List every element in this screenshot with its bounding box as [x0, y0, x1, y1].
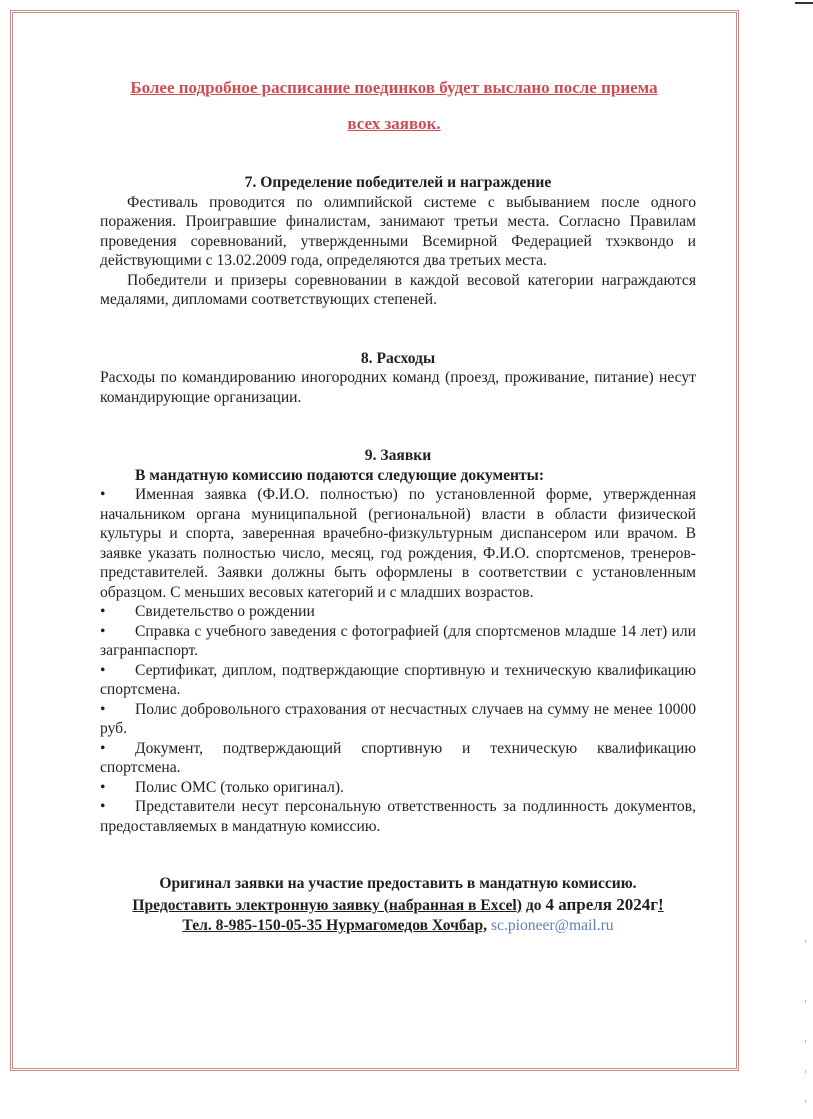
list-item-text: Документ, подтверждающий спортивную и техническую квалификацию спортсмена.: [100, 739, 696, 776]
list-item: [100, 700, 696, 739]
bullet-icon: •: [100, 798, 106, 815]
section7-title: 7. Определение победителей и награждение: [244, 174, 552, 191]
list-item-text: Свидетельство о рождении: [135, 603, 315, 620]
list-item: [100, 485, 696, 602]
schedule-notice-line2: всех заявок.: [347, 114, 441, 133]
list-item: [100, 661, 696, 700]
closing-block: [100, 874, 696, 937]
section7-paragraph1: Фестиваль проводится по олимпийской системе с выбыванием после одного поражения. Проигравшие финалистам, занимают третьи места. Согласно Правилам проведения соревнований, утвержденными Всемирной Федерацией тхэквондо и действующими с 13.02.2009 года, определяются два третьих места.: [100, 193, 696, 269]
bullet-icon: •: [100, 739, 106, 757]
document-body: [100, 70, 696, 937]
list-item: [100, 778, 696, 798]
list-item: [100, 797, 696, 836]
scan-mark: [795, 2, 813, 4]
list-item: [100, 602, 696, 622]
closing-line1: Оригинал заявки на участие предоставить в мандатную комиссию.: [159, 875, 637, 892]
bullet-icon: •: [100, 778, 106, 796]
closing-line3: [100, 916, 696, 937]
deadline-exclamation: !: [657, 894, 664, 914]
list-item-text: Представители несут персональную ответственность за подлинность документов, предоставляемых в мандатную комиссию.: [100, 798, 696, 835]
schedule-notice: [100, 70, 696, 142]
section7-paragraph2: Победители и призеры соревновании в каждой весовой категории награждаются медалями, дипломами соответствующих степеней.: [100, 271, 696, 308]
list-item-text: Справка с учебного заведения с фотографией (для спортсменов младше 14 лет) или загранпаспорт.: [100, 622, 696, 659]
contact-phone: Тел. 8-985-150-05-35 Нурмагомедов Хочбар,: [182, 917, 488, 934]
bullet-icon: •: [100, 486, 106, 503]
section9-title: 9. Заявки: [364, 447, 432, 464]
list-item: [100, 739, 696, 778]
list-item-text: Полис добровольного страхования от несчастных случаев на сумму не менее 10000 руб.: [100, 700, 696, 737]
deadline-date: 4 апреля 2024г: [545, 894, 658, 914]
documents-list: [100, 485, 696, 836]
bullet-icon: •: [100, 661, 106, 679]
list-item-text: Именная заявка (Ф.И.О. полностью) по установленной форме, утвержденная начальником органа муниципальной (региональной) власти в области физической культуры и спорта, заверенная врачебно-физкультурным диспансером или врачом. В заявке указать полностью число, месяц, год рождения, Ф.И.О. спортсменов, тренеров-представителей. Заявки должны быть оформлены в соответствии с установленным образцом. С меньших весовых категорий и с младших возрастов.: [100, 486, 696, 601]
bullet-icon: •: [100, 603, 106, 620]
list-item: [100, 622, 696, 661]
electronic-application-text: Предоставить электронную заявку (набранная в Excel): [132, 896, 522, 914]
list-item-text: Полис ОМС (только оригинал).: [135, 778, 344, 796]
section9-intro: В мандатную комиссию подаются следующие документы:: [135, 466, 545, 484]
schedule-notice-line1: Более подробное расписание поединков будет выслано после приема: [130, 78, 658, 97]
section8-paragraph: Расходы по командированию иногородних команд (проезд, проживание, питание) несут командирующие организации.: [100, 369, 696, 406]
section8-title: 8. Расходы: [360, 349, 436, 367]
closing-line2: [100, 895, 696, 917]
deadline-prefix: до: [521, 896, 546, 914]
list-item-text: Сертификат, диплом, подтверждающие спортивную и техническую квалификацию спортсмена.: [100, 661, 696, 698]
bullet-icon: •: [100, 622, 106, 640]
bullet-icon: •: [100, 700, 106, 718]
contact-email-link[interactable]: sc.pioneer@mail.ru: [490, 917, 614, 934]
